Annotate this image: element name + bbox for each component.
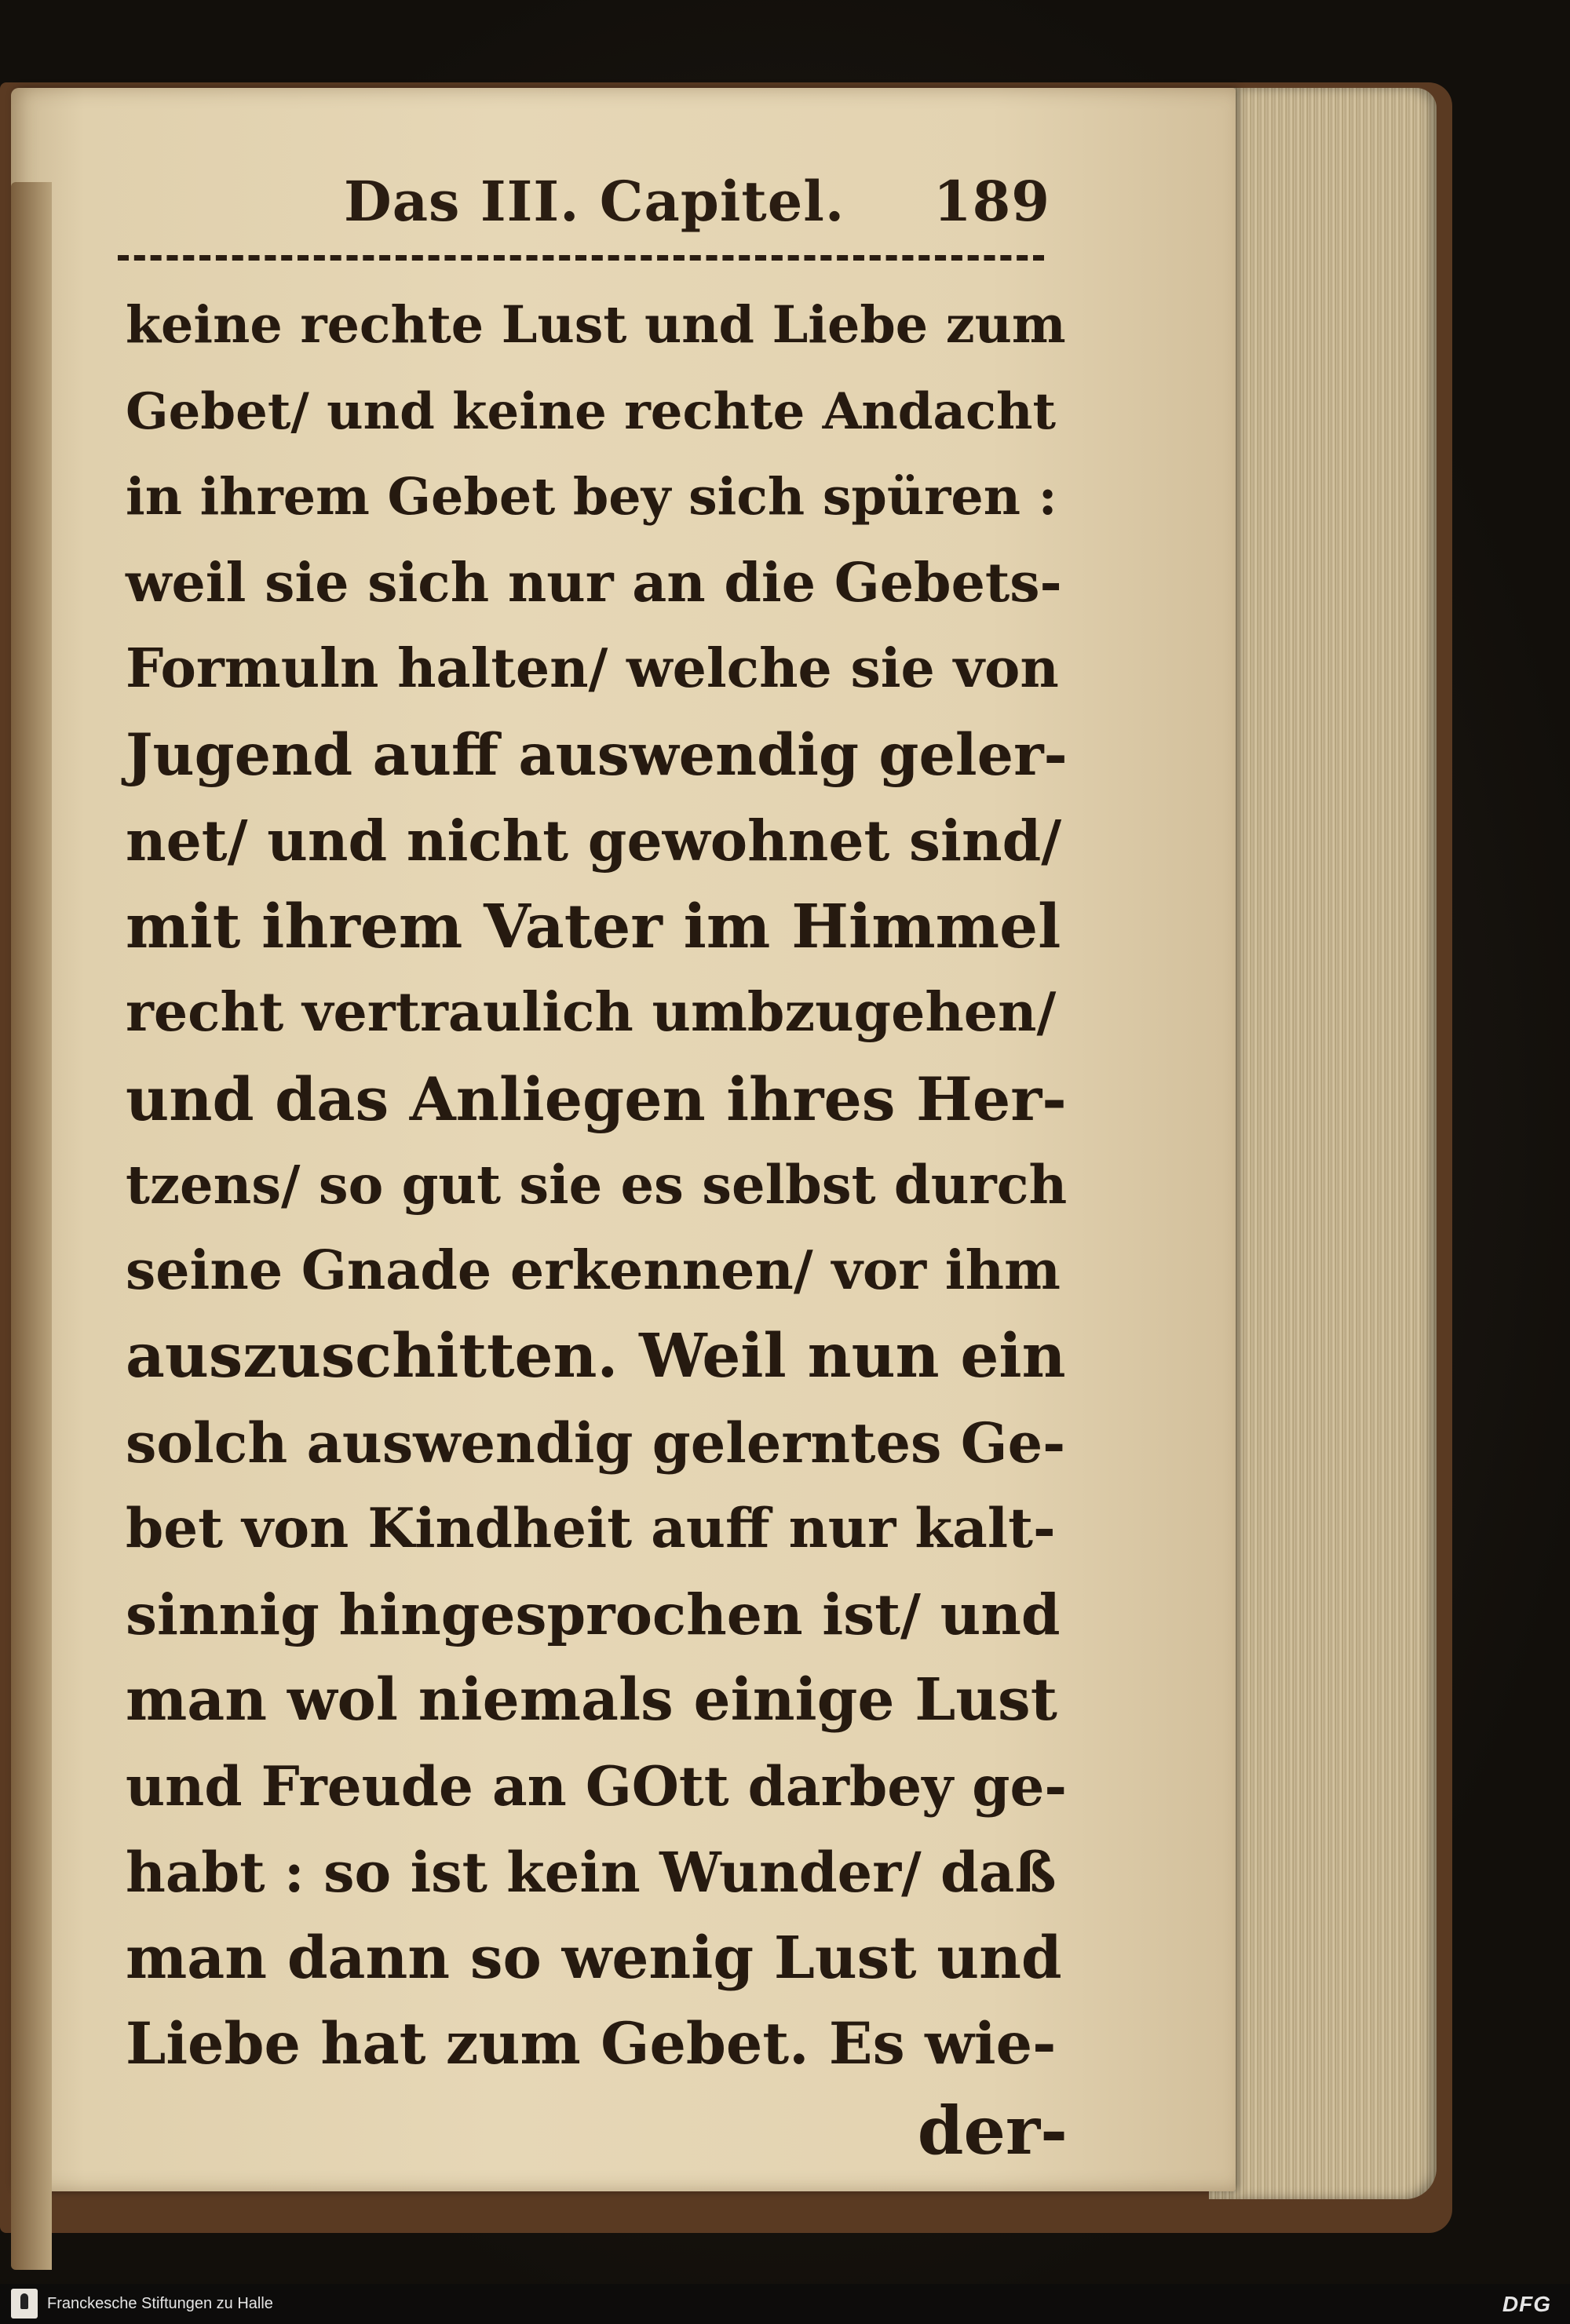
body-text — [126, 283, 1068, 2173]
page-number: 189 — [933, 169, 1050, 234]
text-line: keine rechte Lust und Liebe zum — [126, 295, 1066, 355]
text-line: in ihrem Gebet bey sich spüren : — [126, 467, 1057, 527]
text-line: seine Gnade erkennen/ vor ihm — [126, 1239, 1061, 1302]
gutter-shadow — [11, 182, 52, 2270]
text-line: mit ihrem Vater im Himmel — [126, 891, 1061, 962]
text-line: weil sie sich nur an die Gebets- — [126, 551, 1062, 615]
text-line: und Freude an GOtt darbey ge- — [126, 1754, 1068, 1819]
page-fore-edge — [1209, 88, 1437, 2199]
text-line: Jugend auff auswendig geler- — [126, 721, 1068, 789]
dfg-logo: DFG — [1502, 2292, 1551, 2316]
text-line: und das Anliegen ihres Her- — [126, 1063, 1067, 1134]
text-line: man dann so wenig Lust und — [126, 1924, 1062, 1992]
running-head — [344, 169, 1050, 255]
header-rule — [118, 255, 1044, 261]
text-line: habt : so ist kein Wunder/ daß — [126, 1840, 1057, 1905]
institution-name: Franckesche Stiftungen zu Halle — [47, 2295, 273, 2312]
text-line: solch auswendig gelerntes Ge- — [126, 1410, 1066, 1476]
text-line: auszuschitten. Weil nun ein — [126, 1321, 1066, 1392]
text-line: Liebe hat zum Gebet. Es wie- — [126, 2010, 1057, 2078]
text-line: Formuln halten/ welche sie von — [126, 637, 1059, 700]
text-line: man wol niemals einige Lust — [126, 1666, 1057, 1734]
text-line: tzens/ so gut sie es selbst durch — [126, 1154, 1068, 1216]
text-line: Gebet/ und keine rechte Andacht — [126, 381, 1057, 441]
text-line: net/ und nicht gewohnet sind/ — [126, 808, 1062, 874]
viewer-footer — [0, 2284, 1570, 2324]
catchword: der- — [917, 2091, 1068, 2169]
text-line: bet von Kindheit auff nur kalt- — [126, 1497, 1056, 1560]
chapter-title: Das III. Capitel. — [344, 169, 845, 234]
text-line: sinnig hingesprochen ist/ und — [126, 1581, 1061, 1647]
text-line: recht vertraulich umbzugehen/ — [126, 981, 1057, 1044]
institution-logo-icon — [11, 2289, 38, 2319]
